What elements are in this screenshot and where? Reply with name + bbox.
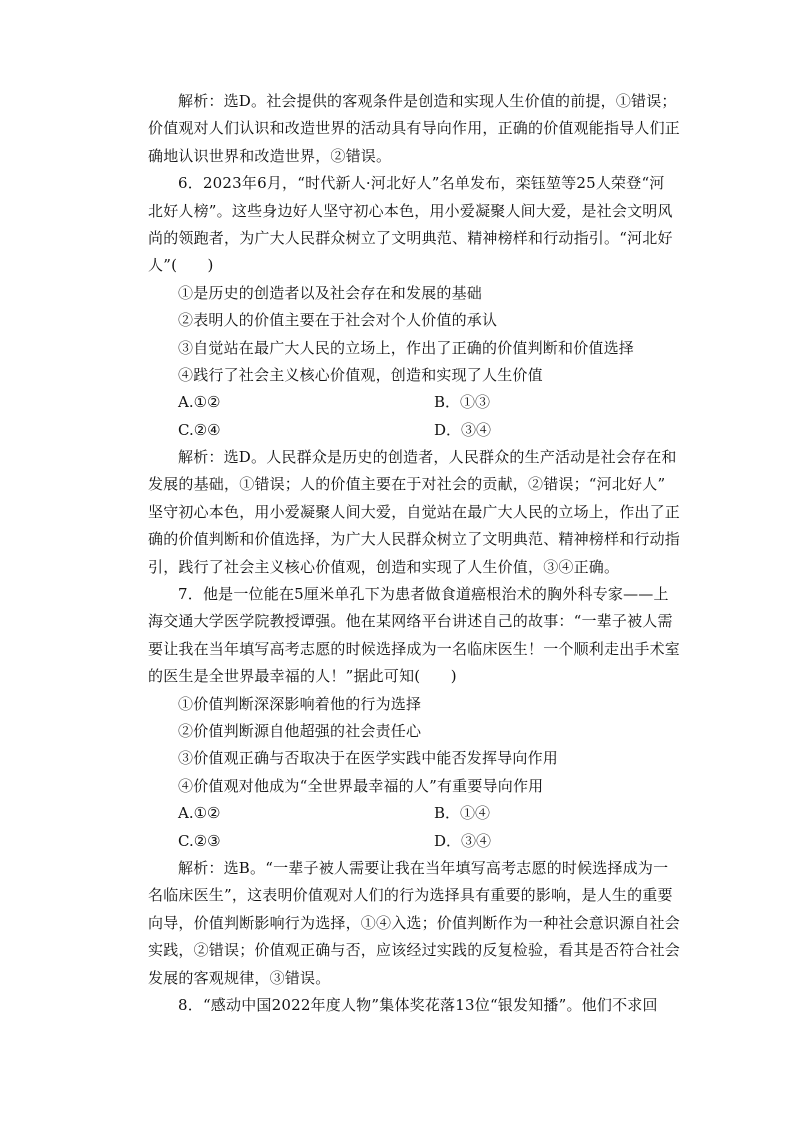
option-d: D．③④	[434, 831, 492, 850]
question-stem-line: 海交通大学医学院教授谭强。他在某网络平台讲述自己的故事：“一辈子被人需	[148, 612, 673, 631]
question-6	[148, 170, 681, 581]
q5-analysis	[148, 88, 681, 170]
statement-item: ④践行了社会主义核心价值观，创造和实现了人生价值	[178, 365, 543, 384]
analysis-line: 发展的客观规律，③错误。	[148, 968, 331, 987]
analysis-line: 引，践行了社会主义核心价值观，创造和实现了人生价值，③④正确。	[148, 557, 620, 576]
statement-item: ③价值观正确与否取决于在医学实践中能否发挥导向作用	[178, 749, 559, 768]
text-line: 价值观对人们认识和改造世界的活动具有导向作用，正确的价值观能指导人们正	[148, 119, 681, 138]
option-b: B．①④	[434, 804, 491, 823]
question-stem-line: 的医生是全世界最幸福的人！”据此可知( )	[148, 667, 457, 686]
question-7	[148, 581, 681, 992]
text-line: 解析：选D。社会提供的客观条件是创造和实现人生价值的前提，①错误；	[178, 92, 677, 110]
options-row	[148, 828, 648, 855]
question-stem-line: 北好人榜”。这些身边好人坚守初心本色，用小爱凝聚人间大爱，是社会文明风	[148, 201, 673, 220]
statement-item: ④价值观对他成为“全世界最幸福的人”有重要导向作用	[178, 776, 544, 795]
analysis-line: 确的价值判断和价值选择，为广大人民群众树立了文明典范、精神榜样和行动指	[148, 530, 681, 549]
statement-item: ①是历史的创造者以及社会存在和发展的基础	[178, 283, 483, 302]
text-line: 确地认识世界和改造世界，②错误。	[148, 146, 392, 165]
option-b: B．①③	[434, 393, 491, 412]
option-c: C.②④	[178, 420, 221, 439]
options-row	[148, 389, 648, 416]
analysis-line: 解析：选D。人民群众是历史的创造者，人民群众的生产活动是社会存在和	[178, 448, 677, 467]
question-8	[148, 992, 658, 1019]
statement-item: ②表明人的价值主要在于社会对个人价值的承认	[178, 311, 498, 330]
question-stem-line: 6．2023年6月，“时代新人·河北好人”名单发布，栾钰堃等25人荣登“河	[178, 174, 665, 193]
analysis-line: 名临床医生”，这表明价值观对人们的行为选择具有重要的影响，是人生的重要	[148, 886, 673, 905]
analysis-line: 向导，价值判断影响行为选择，①④入选；价值判断作为一种社会意识源自社会	[148, 913, 681, 932]
question-stem-line: 人”( )	[148, 256, 214, 275]
option-a: A.①②	[178, 393, 221, 412]
options-row	[148, 800, 648, 827]
statement-item: ①价值判断深深影响着他的行为选择	[178, 694, 422, 713]
document-page	[148, 88, 681, 1019]
analysis-line: 实践，②错误；价值观正确与否，应该经过实践的反复检验，看其是否符合社会	[148, 941, 681, 960]
analysis-line: 发展的基础，①错误；人的价值主要在于对社会的贡献，②错误；“河北好人”	[148, 475, 666, 494]
question-stem-line: 尚的领跑者，为广大人民群众树立了文明典范、精神榜样和行动指引。“河北好	[148, 228, 673, 247]
question-stem-line: 7．他是一位能在5厘米单孔下为患者做食道癌根治术的胸外科专家——上	[178, 585, 669, 604]
question-stem-line: 要让我在当年填写高考志愿的时候选择成为一名临床医生！一个顺利走出手术室	[148, 639, 681, 658]
question-stem-line: 8．“感动中国2022年度人物”集体奖花落13位“银发知播”。他们不求回	[178, 995, 658, 1014]
statement-item: ③自觉站在最广大人民的立场上，作出了正确的价值判断和价值选择	[178, 338, 635, 357]
analysis-line: 坚守初心本色，用小爱凝聚人间大爱，自觉站在最广大人民的立场上，作出了正	[148, 502, 681, 521]
analysis-line: 解析：选B。“一辈子被人需要让我在当年填写高考志愿的时候选择成为一	[178, 858, 669, 877]
option-c: C.②③	[178, 831, 221, 850]
options-row	[148, 417, 648, 444]
option-d: D．③④	[434, 420, 492, 439]
option-a: A.①②	[178, 804, 221, 823]
statement-item: ②价值判断源自他超强的社会责任心	[178, 721, 422, 740]
